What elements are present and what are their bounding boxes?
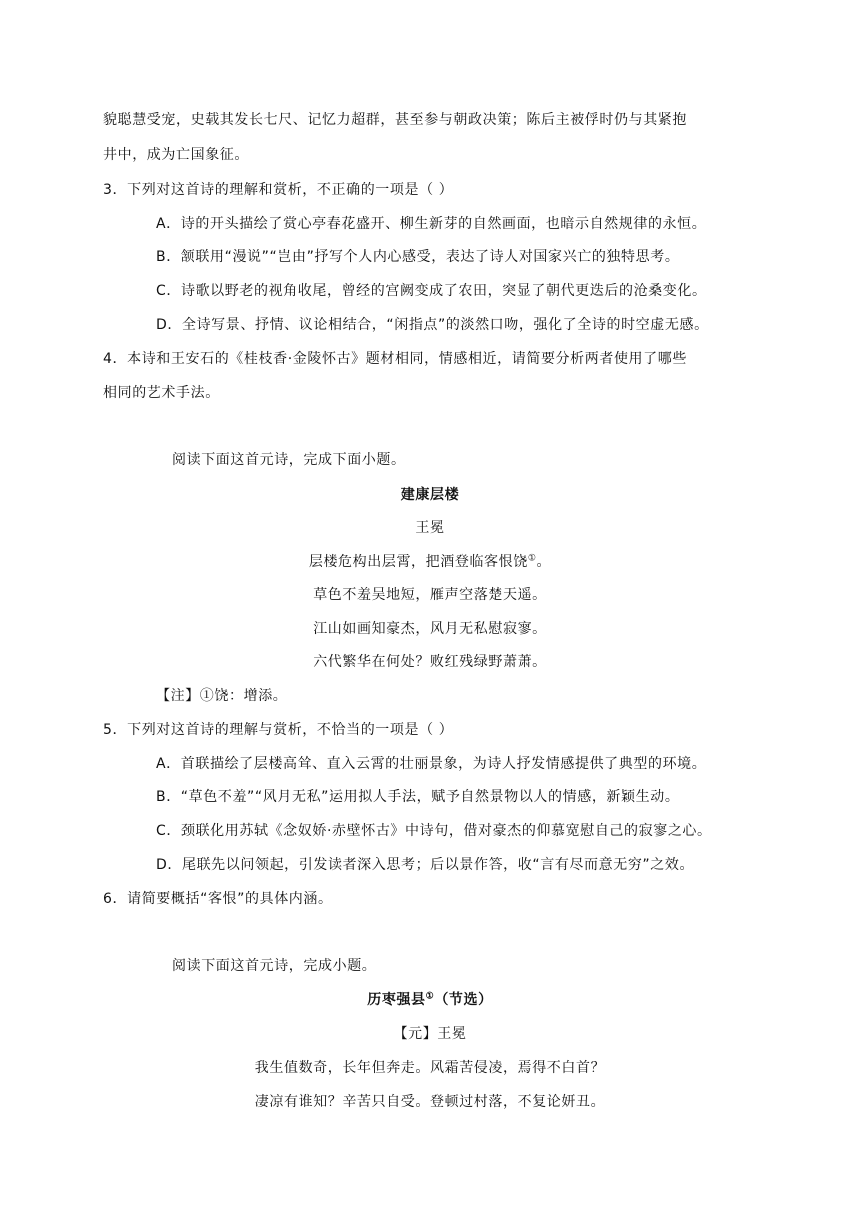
question-5-option-d: D．尾联先以问领起，引发读者深入思考；后以景作答，收“言有尽而意无穷”之效。 [156,857,695,873]
poem-2-line-1: 我生值数奇，长年但奔走。风霜苦侵凌，焉得不白首？ [254,1060,606,1076]
question-3-option-b: B．颔联用“漫说”“岂由”抒写个人内心感受，表达了诗人对国家兴亡的独特思考。 [156,249,680,265]
question-6-stem: 6．请简要概括“客恨”的具体内涵。 [103,891,333,907]
intro-tail-line1: 貌聪慧受宠，史载其发长七尺、记忆力超群，甚至参与朝政决策；陈后主被俘时仍与其紧抱 [103,112,687,128]
poem-note: 【注】①饶：增添。 [156,688,288,704]
question-4-line2: 相同的艺术手法。 [103,385,220,401]
question-3-option-c: C．诗歌以野老的视角收尾，曾经的宫阙变成了农田，突显了朝代更迭后的沧桑变化。 [156,283,707,299]
question-5-option-b: B．“草色不羞”“风月无私”运用拟人手法，赋予自然景物以人的情感，新颖生动。 [156,789,680,805]
question-5-option-c: C．颈联化用苏轼《念奴娇·赤壁怀古》中诗句，借对豪杰的仰慕宽慰自己的寂寥之心。 [156,823,712,839]
poem-line-4: 六代繁华在何处？败红残绿野萧萧。 [313,654,547,670]
poem-author: 王冕 [415,520,445,536]
question-3-stem: 3．下列对这首诗的理解和赏析，不正确的一项是（ ） [103,182,454,198]
question-5-option-a: A．首联描绘了层楼高耸、直入云霄的壮丽景象，为诗人抒发情感提供了典型的环境。 [156,756,707,772]
poem-line-2: 草色不羞吴地短，雁声空落楚天遥。 [313,587,547,603]
section-2-instruction: 阅读下面这首元诗，完成下面小题。 [172,452,406,468]
intro-tail-line2: 井中，成为亡国象征。 [103,147,249,163]
poem-title: 建康层楼 [400,487,460,503]
note-marker: ① [527,553,537,564]
question-3-option-a: A．诗的开头描绘了赏心亭春花盛开、柳生新芽的自然画面，也暗示自然规律的永恒。 [156,216,707,232]
poem-line-1-end: 。 [536,554,552,570]
section-3-instruction: 阅读下面这首元诗，完成小题。 [172,958,377,974]
poem-2-title [0,991,860,1009]
question-5-stem: 5．下列对这首诗的理解与赏析，不恰当的一项是（ ） [103,722,454,738]
poem-line-1-text: 层楼危构出层霄，把酒登临客恨饶 [308,554,528,570]
title-note-marker: ① [425,991,435,1002]
poem-2-title-text: 历枣强县 [367,992,426,1008]
poem-2-line-2: 凄凉有谁知？辛苦只自受。登顿过村落，不复论妍丑。 [254,1094,606,1110]
question-4-line1: 4．本诗和王安石的《桂枝香·金陵怀古》题材相同，情感相近，请简要分析两者使用了哪些 [103,351,687,367]
poem-2-author: 【元】王冕 [393,1026,467,1042]
poem-2-title-suffix: （节选） [434,992,493,1008]
poem-line-3: 江山如画知豪杰，风月无私慰寂寥。 [313,621,547,637]
question-3-option-d: D．全诗写景、抒情、议论相结合，“闲指点”的淡然口吻，强化了全诗的时空虚无感。 [156,317,709,333]
poem-line-1 [0,553,860,571]
